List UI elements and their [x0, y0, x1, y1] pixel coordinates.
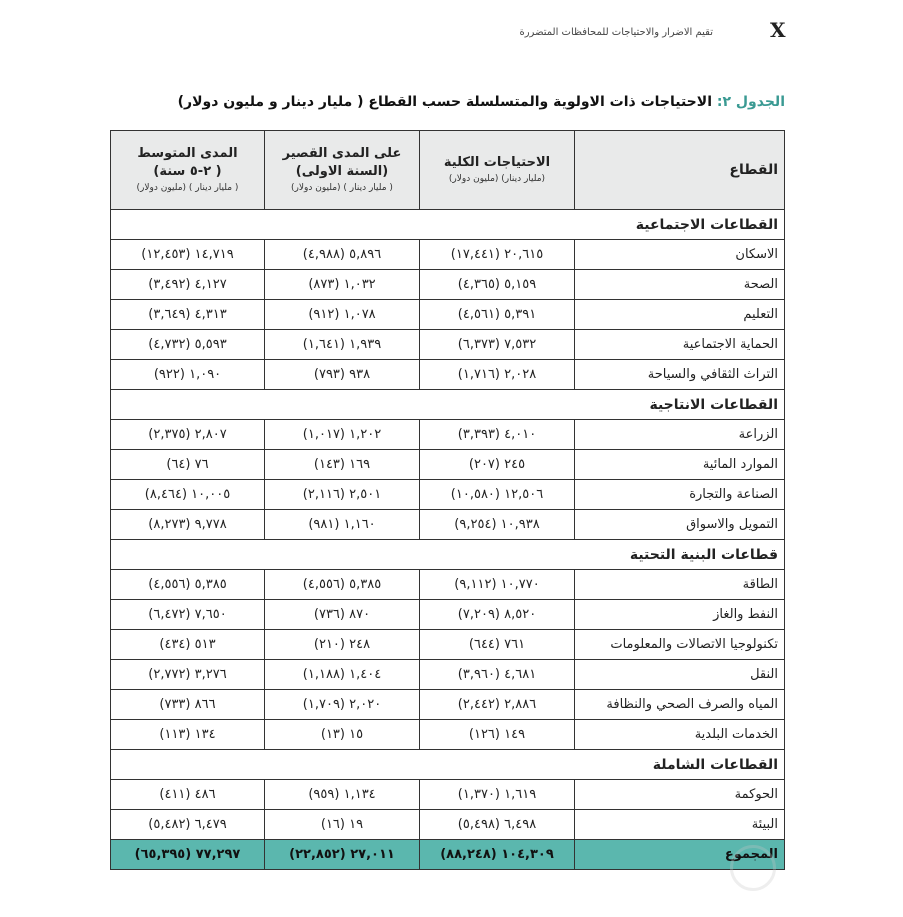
medium-cell: ٥,٣٨٥ (٤,٥٥٦)	[111, 570, 265, 600]
table-caption	[165, 94, 785, 110]
header-short-subtitle: (السنة الاولى)	[295, 164, 389, 180]
medium-cell: ٩,٧٧٨ (٨,٢٧٣)	[111, 510, 265, 540]
sector-cell: الاسكان	[575, 240, 785, 270]
sector-cell: الصحة	[575, 270, 785, 300]
header-medium-unit: ( مليار دينار ) (مليون دولار)	[136, 183, 239, 194]
medium-cell: ٤,١٢٧ (٣,٤٩٢)	[111, 270, 265, 300]
total-row	[111, 840, 785, 870]
table-row	[111, 810, 785, 840]
group-row-cross-cutting	[111, 750, 785, 780]
header-short-unit: ( مليار دينار ) (مليون دولار)	[291, 183, 393, 194]
total-cell: ١٠٤,٣٠٩ (٨٨,٢٤٨)	[420, 840, 575, 870]
short-cell: ٨٧٠ (٧٣٦)	[265, 600, 420, 630]
header-short-title: على المدى القصير	[282, 145, 402, 161]
sector-cell: التعليم	[575, 300, 785, 330]
short-cell: ٥,٣٨٥ (٤,٥٥٦)	[265, 570, 420, 600]
medium-cell: ٧٧,٢٩٧ (٦٥,٣٩٥)	[111, 840, 265, 870]
total-cell: ١٢,٥٠٦ (١٠,٥٨٠)	[420, 480, 575, 510]
table-row	[111, 600, 785, 630]
group-name: القطاعات الشاملة	[111, 750, 785, 780]
table-row	[111, 480, 785, 510]
sector-cell: تكنولوجيا الاتصالات والمعلومات	[575, 630, 785, 660]
group-name: القطاعات الاجتماعية	[111, 210, 785, 240]
short-cell: ١٥ (١٣)	[265, 720, 420, 750]
short-cell: ١٩ (١٦)	[265, 810, 420, 840]
header-sector: القطاع	[575, 131, 785, 210]
medium-cell: ٥١٣ (٤٣٤)	[111, 630, 265, 660]
total-cell: ٥,٣٩١ (٤,٥٦١)	[420, 300, 575, 330]
sector-cell: الصناعة والتجارة	[575, 480, 785, 510]
table-row	[111, 360, 785, 390]
short-cell: ٢٤٨ (٢١٠)	[265, 630, 420, 660]
table-row	[111, 690, 785, 720]
group-row-infrastructure	[111, 540, 785, 570]
total-cell: ٦,٤٩٨ (٥,٤٩٨)	[420, 810, 575, 840]
total-cell: ٧,٥٣٢ (٦,٣٧٣)	[420, 330, 575, 360]
table-body	[111, 210, 785, 870]
running-header-title: تقيم الاضرار والاحتياجات للمحافظات المتضررة	[519, 27, 713, 38]
table-row	[111, 450, 785, 480]
total-label-cell: المجموع	[575, 840, 785, 870]
sector-cell: الطاقة	[575, 570, 785, 600]
needs-by-sector-table	[110, 130, 785, 870]
total-cell: ٧٦١ (٦٤٤)	[420, 630, 575, 660]
table-row	[111, 510, 785, 540]
short-cell: ١,١٣٤ (٩٥٩)	[265, 780, 420, 810]
table-row	[111, 780, 785, 810]
sector-cell: الموارد المائية	[575, 450, 785, 480]
medium-cell: ٦,٤٧٩ (٥,٤٨٢)	[111, 810, 265, 840]
sector-cell: النفط والغاز	[575, 600, 785, 630]
table-row	[111, 420, 785, 450]
short-cell: ١,٠٧٨ (٩١٢)	[265, 300, 420, 330]
medium-cell: ١٣٤ (١١٣)	[111, 720, 265, 750]
total-cell: ٤,٦٨١ (٣,٩٦٠)	[420, 660, 575, 690]
medium-cell: ٤,٣١٣ (٣,٦٤٩)	[111, 300, 265, 330]
sector-cell: التمويل والاسواق	[575, 510, 785, 540]
table-row	[111, 570, 785, 600]
total-cell: ١٤٩ (١٢٦)	[420, 720, 575, 750]
table-caption-label: الجدول ٢:	[716, 94, 785, 110]
group-name: قطاعات البنية التحتية	[111, 540, 785, 570]
sector-cell: الزراعة	[575, 420, 785, 450]
total-cell: ٤,٠١٠ (٣,٣٩٣)	[420, 420, 575, 450]
short-cell: ٢٧,٠١١ (٢٢,٨٥٢)	[265, 840, 420, 870]
header-total-unit: (مليار دينار) (مليون دولار)	[448, 173, 546, 184]
short-cell: ١٦٩ (١٤٣)	[265, 450, 420, 480]
table-row	[111, 300, 785, 330]
medium-cell: ٥,٥٩٣ (٤,٧٣٢)	[111, 330, 265, 360]
header-total-needs	[420, 131, 575, 210]
table-row	[111, 720, 785, 750]
medium-cell: ١٠,٠٠٥ (٨,٤٦٤)	[111, 480, 265, 510]
sector-cell: الحوكمة	[575, 780, 785, 810]
table-caption-text: الاحتياجات ذات الاولوية والمتسلسلة حسب القطاع ( مليار دينار و مليون دولار)	[177, 94, 712, 110]
medium-cell: ٧٦ (٦٤)	[111, 450, 265, 480]
sector-cell: التراث الثقافي والسياحة	[575, 360, 785, 390]
sector-cell: الحماية الاجتماعية	[575, 330, 785, 360]
table-row	[111, 660, 785, 690]
header-medium-term	[111, 131, 265, 210]
total-cell: ٢,٠٢٨ (١,٧١٦)	[420, 360, 575, 390]
watermark-logo	[730, 845, 776, 891]
total-cell: ٥,١٥٩ (٤,٣٦٥)	[420, 270, 575, 300]
group-row-productive	[111, 390, 785, 420]
short-cell: ١,٠٣٢ (٨٧٣)	[265, 270, 420, 300]
header-short-term	[265, 131, 420, 210]
medium-cell: ٢,٨٠٧ (٢,٣٧٥)	[111, 420, 265, 450]
sector-cell: المياه والصرف الصحي والنظافة	[575, 690, 785, 720]
sector-cell: البيئة	[575, 810, 785, 840]
total-cell: ١,٦١٩ (١,٣٧٠)	[420, 780, 575, 810]
table-row	[111, 270, 785, 300]
medium-cell: ٨٦٦ (٧٣٣)	[111, 690, 265, 720]
group-name: القطاعات الانتاجية	[111, 390, 785, 420]
header-medium-title: المدى المتوسط	[137, 145, 238, 161]
medium-cell: ١,٠٩٠ (٩٢٢)	[111, 360, 265, 390]
total-cell: ٢,٨٨٦ (٢,٤٤٢)	[420, 690, 575, 720]
table-row	[111, 630, 785, 660]
sector-cell: النقل	[575, 660, 785, 690]
short-cell: ١,٩٣٩ (١,٦٤١)	[265, 330, 420, 360]
total-cell: ٢٠,٦١٥ (١٧,٤٤١)	[420, 240, 575, 270]
medium-cell: ٣,٢٧٦ (٢,٧٧٢)	[111, 660, 265, 690]
short-cell: ٥,٨٩٦ (٤,٩٨٨)	[265, 240, 420, 270]
total-cell: ٢٤٥ (٢٠٧)	[420, 450, 575, 480]
header-total-title: الاحتياجات الكلية	[443, 155, 551, 171]
short-cell: ٢,٠٢٠ (١,٧٠٩)	[265, 690, 420, 720]
medium-cell: ١٤,٧١٩ (١٢,٤٥٣)	[111, 240, 265, 270]
group-row-social	[111, 210, 785, 240]
table-row	[111, 240, 785, 270]
page-letter: X	[770, 18, 786, 42]
table-row	[111, 330, 785, 360]
medium-cell: ٤٨٦ (٤١١)	[111, 780, 265, 810]
short-cell: ١,٢٠٢ (١,٠١٧)	[265, 420, 420, 450]
total-cell: ٨,٥٢٠ (٧,٢٠٩)	[420, 600, 575, 630]
short-cell: ١,١٦٠ (٩٨١)	[265, 510, 420, 540]
table-header-row	[111, 131, 785, 210]
short-cell: ٩٣٨ (٧٩٣)	[265, 360, 420, 390]
short-cell: ٢,٥٠١ (٢,١١٦)	[265, 480, 420, 510]
sector-cell: الخدمات البلدية	[575, 720, 785, 750]
total-cell: ١٠,٩٣٨ (٩,٢٥٤)	[420, 510, 575, 540]
short-cell: ١,٤٠٤ (١,١٨٨)	[265, 660, 420, 690]
header-medium-subtitle: ( ٢-٥ سنة)	[153, 164, 222, 180]
total-cell: ١٠,٧٧٠ (٩,١١٢)	[420, 570, 575, 600]
medium-cell: ٧,٦٥٠ (٦,٤٧٢)	[111, 600, 265, 630]
